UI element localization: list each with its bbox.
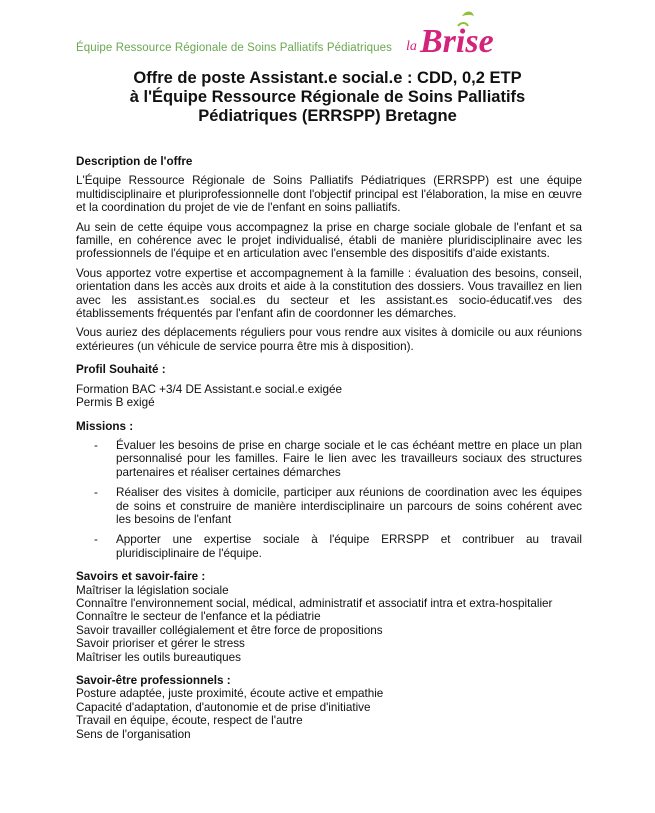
svg-text:Brise: Brise [420, 23, 494, 60]
svg-text:la: la [406, 39, 417, 54]
savoirs-heading: Savoirs et savoir-faire : [76, 570, 206, 584]
profil-line: Permis B exigé [76, 396, 155, 410]
title-line-3: Pédiatriques (ERRSPP) Bretagne [198, 107, 457, 125]
missions-section [76, 420, 582, 561]
title-line-2: à l'Équipe Ressource Régionale de Soins Palliatifs [129, 88, 526, 106]
savoir-etre-line: Sens de l'organisation [76, 727, 191, 741]
profil-section [76, 363, 582, 409]
savoirs-line: Connaître l'environnement social, médical, administratif et associatif intra et extra-hospitalier [76, 596, 553, 610]
page-header [0, 0, 655, 70]
savoir-etre-line: Capacité d'adaptation, d'autonomie et de prise d'initiative [76, 700, 371, 714]
mission-text: Apporter une expertise sociale à l'équipe ERRSPP et contribuer au travail pluridisciplinaire de l'équipe. [116, 533, 582, 560]
profil-line: Formation BAC +3/4 DE Assistant.e social.e exigée [76, 382, 343, 396]
description-heading: Description de l'offre [76, 155, 193, 168]
mission-item [76, 439, 582, 479]
description-section [76, 155, 582, 353]
savoir-etre-heading: Savoir-être professionnels : [76, 674, 231, 687]
job-title [60, 69, 595, 126]
savoirs-section [76, 570, 582, 664]
description-paragraph: L'Équipe Ressource Régionale de Soins Palliatifs Pédiatriques (ERRSPP) est une équipe multidisciplinaire et pluriprofessionnelle dont l'objectif principal est l'élaboration, la mise en œuvre et la coordination du projet de vie de l'enfant en soins palliatifs. [76, 174, 582, 215]
savoirs-line: Connaître le secteur de l'enfance et la pédiatrie [76, 610, 321, 624]
document-body [76, 155, 582, 751]
description-paragraph: Au sein de cette équipe vous accompagnez la prise en charge sociale globale de l'enfant et sa famille, en cohérence avec le projet individualisé, établi de manière pluridisciplinaire avec les professionnels de l'équipe et en articulation avec l'ensemble des dispositifs d'aide existants. [76, 220, 582, 261]
missions-list [76, 439, 582, 560]
savoir-etre-line: Travail en équipe, écoute, respect de l'autre [76, 714, 303, 728]
description-paragraph: Vous auriez des déplacements réguliers pour vous rendre aux visites à domicile ou aux réunions extérieures (un véhicule de service pourra être mis à disposition). [76, 326, 582, 353]
savoir-etre-section [76, 674, 582, 741]
title-line-1: Offre de poste Assistant.e social.e : CDD, 0,2 ETP [133, 69, 522, 87]
mission-item [76, 533, 582, 560]
bullet-dash: - [94, 438, 98, 452]
missions-heading: Missions : [76, 419, 134, 433]
savoirs-line: Maîtriser les outils bureautiques [76, 650, 242, 664]
savoir-etre-line: Posture adaptée, juste proximité, écoute active et empathie [76, 687, 384, 701]
la-brise-logo [400, 6, 510, 66]
description-paragraph: Vous apportez votre expertise et accompagnement à la famille : évaluation des besoins, conseil, orientation dans les accès aux droits et aide à la constitution des dossiers. Vous travaillez en lien avec les assistant.es social.es du secteur et les assistant.es socio-éducatif.ves des établissements fréquentés par l'enfant afin de coordonner les démarches. [76, 266, 582, 321]
bullet-dash: - [94, 533, 98, 547]
savoirs-line: Savoir travailler collégialement et être force de propositions [76, 623, 383, 637]
mission-text: Réaliser des visites à domicile, participer aux réunions de coordination avec les équipes de soins et construire de manière interdisciplinaire un parcours de soins cohérent avec les besoins de l'enfant [116, 486, 582, 526]
savoirs-line: Savoir prioriser et gérer le stress [76, 637, 245, 651]
organization-name: Équipe Ressource Régionale de Soins Palliatifs Pédiatriques [76, 42, 392, 54]
savoirs-line: Maîtriser la législation sociale [76, 583, 229, 597]
mission-text: Évaluer les besoins de prise en charge sociale et le cas échéant mettre en place un plan personnalisé pour les familles. Faire le lien avec les travailleurs sociaux des structures partenaires et réaliser certaines démarches [116, 438, 582, 479]
mission-item [76, 486, 582, 526]
bullet-dash: - [94, 486, 98, 500]
profil-heading: Profil Souhaité : [76, 363, 166, 377]
